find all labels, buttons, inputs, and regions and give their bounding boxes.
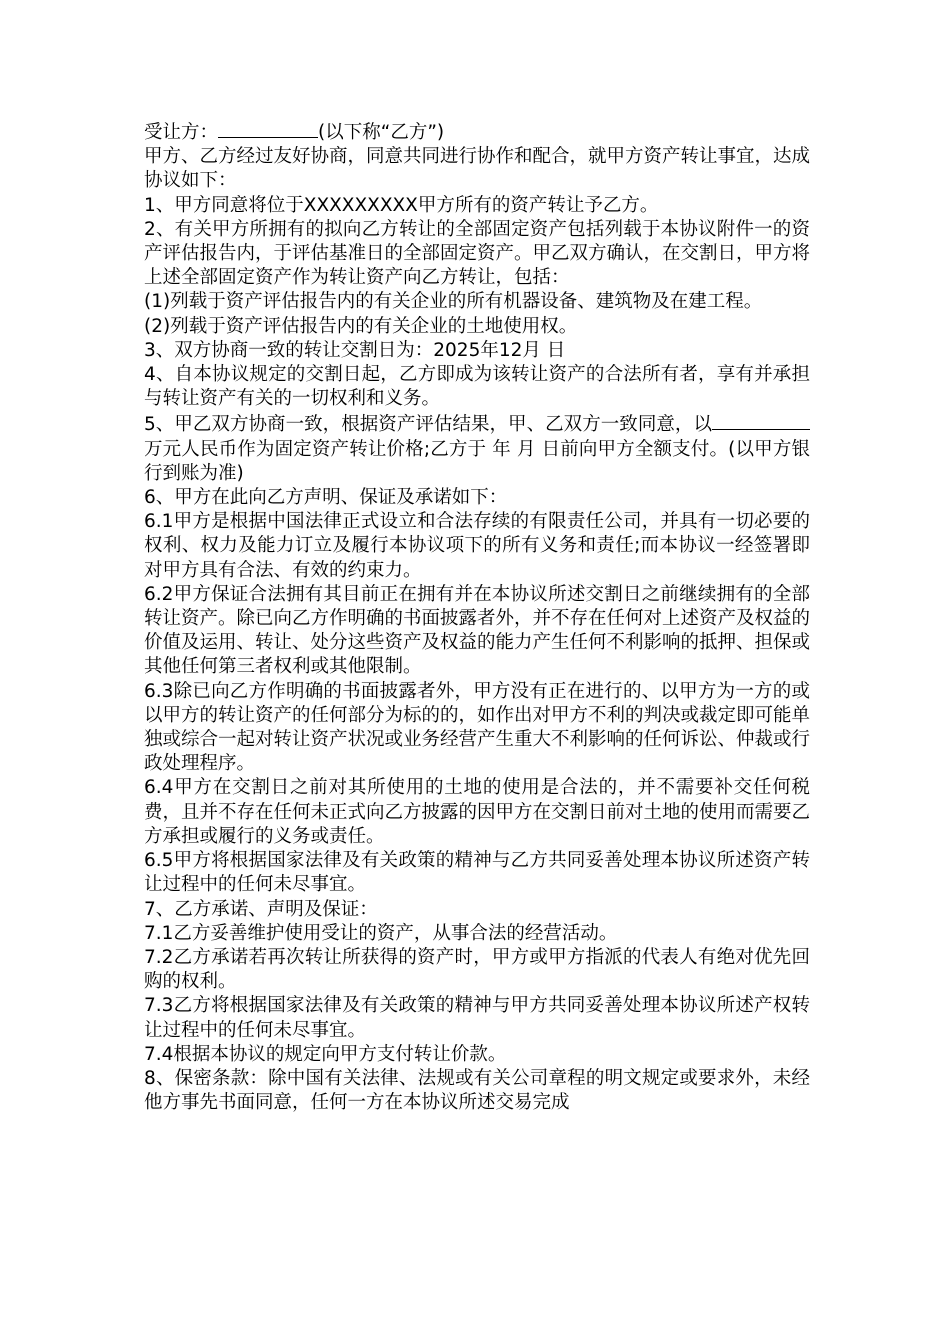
clause-7: 7、乙方承诺、声明及保证：: [144, 898, 378, 920]
transferee-name-blank: [218, 119, 318, 138]
clause-5-part-2: 万元人民币作为固定资产转让价格;乙方于 年 月 日前向甲方全额支付。(以甲方银行到账为准): [144, 438, 810, 484]
clause-6-1: 6.1甲方是根据中国法律正式设立和合法存续的有限责任公司，并具有一切必要的权利、权力及能力订立及履行本协议项下的所有义务和责任;而本协议一经签署即对甲方具有合法、有效的约束力。: [144, 511, 810, 581]
clause-2-item-1: (1)列载于资产评估报告内的有关企业的所有机器设备、建筑物及在建工程。: [144, 291, 763, 313]
clause-6-5: 6.5甲方将根据国家法律及有关政策的精神与乙方共同妥善处理本协议所述资产转让过程中的任何未尽事宜。: [144, 850, 810, 896]
transferee-alias: (以下称“乙方”): [318, 122, 445, 143]
clause-4: 4、自本协议规定的交割日起，乙方即成为该转让资产的合法所有者，享有并承担与转让资产有关的一切权利和义务。: [144, 364, 810, 410]
clause-6: 6、甲方在此向乙方声明、保证及承诺如下：: [144, 487, 508, 509]
clause-7-2: 7.2乙方承诺若再次转让所获得的资产时，甲方或甲方指派的代表人有绝对优先回购的权利。: [144, 946, 810, 993]
clause-7-3: 7.3乙方将根据国家法律及有关政策的精神与甲方共同妥善处理本协议所述产权转让过程中的任何未尽事宜。: [144, 995, 810, 1041]
clause-6-2: 6.2甲方保证合法拥有其目前正在拥有并在本协议所述交割日之前继续拥有的全部转让资产。除已向乙方作明确的书面披露者外，并不存在任何对上述资产及权益的价值及运用、转让、处分这些资产及权益的能力产生任何不利影响的抵押、担保或其他任何第三者权利或其他限制。: [144, 583, 811, 678]
clause-6-4: 6.4甲方在交割日之前对其所使用的土地的使用是合法的，并不需要补交任何税费，且并不存在任何未正式向乙方披露的因甲方在交割日前对土地的使用而需要乙方承担或履行的义务或责任。: [144, 777, 811, 847]
clause-8: 8、保密条款：除中国有关法律、法规或有关公司章程的明文规定或要求外，未经他方事先书面同意，任何一方在本协议所述交易完成: [144, 1067, 810, 1114]
clause-2-item-2: (2)列载于资产评估报告内的有关企业的土地使用权。: [144, 315, 578, 337]
clause-2: 2、有关甲方所拥有的拟向乙方转让的全部固定资产包括列载于本协议附件一的资产评估报告内，于评估基准日的全部固定资产。甲乙双方确认，在交割日，甲方将上述全部固定资产作为转让资产向乙方转让，包括：: [144, 218, 811, 289]
transferee-line: [144, 119, 810, 145]
clause-5-part-1: 5、甲乙双方协商一致，根据资产评估结果，甲、乙双方一致同意，以: [144, 414, 712, 436]
intro-paragraph: 甲方、乙方经过友好协商，同意共同进行协作和配合，就甲方资产转让事宜，达成协议如下：: [144, 146, 811, 192]
clause-5: [144, 411, 810, 486]
clause-1: 1、甲方同意将位于XXXXXXXXX甲方所有的资产转让予乙方。: [144, 194, 659, 216]
clause-6-3: 6.3除已向乙方作明确的书面披露者外，甲方没有正在进行的、以甲方为一方的或以甲方的转让资产的任何部分为标的的，如作出对甲方不利的判决或裁定即可能单独或综合一起对转让资产状况或业务经营产生重大不利影响的任何诉讼、仲裁或行政处理程序。: [144, 680, 811, 775]
clause-3: 3、双方协商一致的转让交割日为：2025年12月 日: [144, 339, 566, 361]
document-body: [144, 119, 810, 1115]
clause-7-1: 7.1乙方妥善维护使用受让的资产，从事合法的经营活动。: [144, 922, 618, 944]
clause-7-4: 7.4根据本协议的规定向甲方支付转让价款。: [144, 1043, 507, 1065]
transferee-label: 受让方：: [144, 122, 219, 143]
price-blank: [712, 411, 810, 430]
